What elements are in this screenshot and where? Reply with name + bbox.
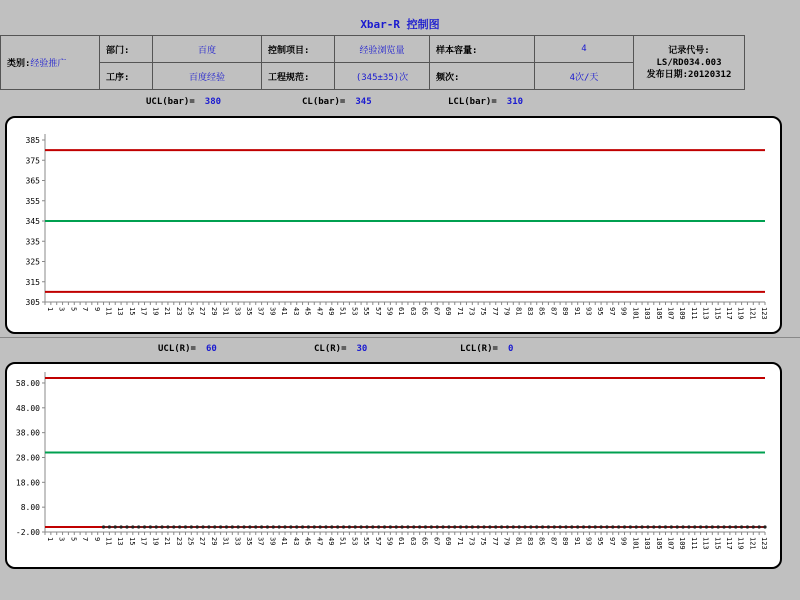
xbar-cl: CL(bar)= 345	[302, 97, 372, 107]
data-point	[365, 525, 368, 528]
data-point	[237, 525, 240, 528]
data-point	[459, 525, 462, 528]
data-point	[599, 525, 602, 528]
data-point	[629, 525, 632, 528]
data-point	[400, 525, 403, 528]
x-tick-label: 91	[572, 537, 581, 546]
data-point	[588, 525, 591, 528]
x-tick-label: 95	[596, 537, 605, 546]
data-point	[242, 525, 245, 528]
xbar-chart-panel	[5, 116, 782, 334]
x-tick-label: 79	[502, 537, 511, 546]
x-tick-label: 33	[233, 307, 242, 316]
data-point	[207, 525, 210, 528]
x-tick-label: 101	[631, 307, 640, 320]
x-tick-label: 105	[654, 537, 663, 550]
data-point	[465, 525, 468, 528]
x-tick-label: 51	[338, 537, 347, 546]
y-tick-label: 335	[25, 237, 40, 247]
x-tick-label: 39	[268, 307, 277, 316]
data-point	[711, 525, 714, 528]
data-point	[447, 525, 450, 528]
x-tick-label: 75	[479, 537, 488, 546]
spec-label: 工程规范:	[262, 63, 335, 90]
x-tick-label: 95	[596, 307, 605, 316]
x-tick-label: 67	[432, 307, 441, 316]
x-tick-label: 13	[116, 307, 125, 316]
r-chart-panel	[5, 362, 782, 569]
control-item-label: 控制项目:	[262, 36, 335, 63]
data-point	[553, 525, 556, 528]
chart-title: Xbar-R 控制图	[360, 18, 440, 31]
dept-label: 部门:	[100, 36, 153, 63]
data-point	[664, 525, 667, 528]
data-point	[354, 525, 357, 528]
data-point	[348, 525, 351, 528]
r-chart	[7, 364, 780, 567]
x-tick-label: 43	[291, 307, 300, 316]
data-point	[395, 525, 398, 528]
data-point	[155, 525, 158, 528]
x-tick-label: 103	[643, 537, 652, 550]
x-tick-label: 89	[561, 537, 570, 546]
x-tick-label: 97	[607, 307, 616, 316]
y-tick-label: 18.00	[15, 478, 40, 488]
x-tick-label: 35	[245, 537, 254, 546]
x-tick-label: 111	[689, 537, 698, 550]
x-tick-label: 57	[373, 537, 382, 546]
data-point	[319, 525, 322, 528]
data-point	[248, 525, 251, 528]
process-value: 百度经验	[153, 63, 262, 90]
x-tick-label: 69	[444, 537, 453, 546]
x-tick-label: 23	[174, 307, 183, 316]
data-point	[734, 525, 737, 528]
y-tick-label: 355	[25, 196, 40, 206]
x-tick-label: 123	[760, 307, 769, 320]
x-tick-label: 113	[701, 537, 710, 550]
x-tick-label: 71	[455, 307, 464, 316]
x-tick-label: 87	[549, 537, 558, 546]
x-tick-label: 121	[748, 537, 757, 550]
x-tick-label: 49	[326, 537, 335, 546]
data-point	[752, 525, 755, 528]
data-point	[564, 525, 567, 528]
data-point	[406, 525, 409, 528]
x-tick-label: 9	[92, 307, 101, 312]
x-tick-label: 33	[233, 537, 242, 546]
data-point	[635, 525, 638, 528]
y-tick-label: 315	[25, 277, 40, 287]
x-tick-label: 59	[385, 537, 394, 546]
y-tick-label: 345	[25, 217, 40, 226]
data-point	[307, 525, 310, 528]
x-tick-label: 15	[127, 307, 136, 316]
x-tick-label: 1	[46, 307, 54, 312]
data-point	[453, 525, 456, 528]
x-tick-label: 23	[174, 537, 183, 546]
data-point	[178, 525, 181, 528]
category-label: 类别:	[7, 59, 31, 69]
x-tick-label: 37	[256, 307, 265, 316]
header-table	[0, 35, 745, 90]
data-point	[471, 525, 474, 528]
x-tick-label: 107	[666, 307, 675, 320]
x-tick-label: 109	[678, 307, 687, 320]
data-point	[541, 525, 544, 528]
data-point	[260, 525, 263, 528]
data-point	[149, 525, 152, 528]
x-tick-label: 31	[221, 307, 230, 316]
data-point	[652, 525, 655, 528]
x-tick-label: 39	[268, 537, 277, 546]
y-tick-label: -2.00	[15, 528, 40, 537]
x-tick-label: 29	[209, 537, 218, 546]
data-point	[570, 525, 573, 528]
data-point	[500, 525, 503, 528]
data-point	[278, 525, 281, 528]
dept-value: 百度	[153, 36, 262, 63]
data-point	[137, 525, 140, 528]
x-tick-label: 83	[526, 307, 534, 316]
x-tick-label: 13	[116, 537, 125, 546]
y-tick-label: 385	[25, 136, 40, 145]
data-point	[512, 525, 515, 528]
x-tick-label: 25	[186, 537, 195, 546]
xbar-lcl: LCL(bar)= 310	[448, 97, 524, 107]
x-tick-label: 19	[151, 307, 160, 316]
x-tick-label: 53	[350, 537, 359, 546]
data-point	[190, 525, 193, 528]
x-tick-label: 93	[584, 307, 593, 316]
sample-size-value: 4	[535, 36, 634, 63]
data-point	[547, 525, 550, 528]
x-tick-label: 83	[526, 537, 534, 546]
record-code-value: LS/RD034.003	[656, 57, 722, 68]
x-tick-label: 9	[92, 537, 101, 542]
x-tick-label: 103	[643, 307, 652, 320]
release-date-label: 发布日期:	[646, 69, 689, 80]
data-point	[231, 525, 234, 528]
data-point	[295, 525, 298, 528]
x-tick-label: 11	[104, 537, 113, 546]
x-tick-label: 63	[408, 307, 417, 316]
x-tick-label: 3	[57, 307, 66, 312]
data-point	[201, 525, 204, 528]
y-tick-label: 38.00	[15, 428, 40, 438]
x-tick-label: 19	[151, 537, 160, 546]
data-point	[594, 525, 597, 528]
data-point	[196, 525, 199, 528]
data-point	[670, 525, 673, 528]
x-tick-label: 11	[104, 307, 113, 316]
xbar-chart	[7, 118, 780, 332]
data-point	[623, 525, 626, 528]
x-tick-label: 31	[221, 537, 230, 546]
y-tick-label: 48.00	[15, 403, 40, 413]
control-item-value: 经验浏览量	[335, 36, 430, 63]
data-point	[605, 525, 608, 528]
x-tick-label: 55	[362, 537, 371, 546]
data-point	[412, 525, 415, 528]
data-point	[272, 525, 275, 528]
x-tick-label: 75	[479, 307, 488, 316]
data-point	[266, 525, 269, 528]
data-point	[576, 525, 579, 528]
y-tick-label: 325	[25, 257, 40, 267]
x-tick-label: 57	[373, 307, 382, 316]
data-point	[172, 525, 175, 528]
data-point	[225, 525, 228, 528]
x-tick-label: 117	[725, 537, 734, 550]
x-tick-label: 99	[619, 307, 628, 316]
x-tick-label: 63	[408, 537, 417, 546]
data-point	[506, 525, 509, 528]
data-point	[717, 525, 720, 528]
data-point	[758, 525, 761, 528]
process-label: 工序:	[100, 63, 153, 90]
data-point	[389, 525, 392, 528]
x-tick-label: 41	[280, 307, 289, 316]
y-tick-label: 8.00	[20, 503, 40, 513]
data-point	[160, 525, 163, 528]
x-tick-label: 5	[69, 537, 78, 542]
record-cell	[634, 36, 745, 90]
data-point	[342, 525, 345, 528]
data-point	[143, 525, 146, 528]
y-tick-label: 58.00	[15, 378, 40, 388]
x-tick-label: 85	[537, 537, 546, 546]
x-tick-label: 67	[432, 537, 441, 546]
data-point	[324, 525, 327, 528]
data-point	[114, 525, 117, 528]
x-tick-label: 55	[362, 307, 371, 316]
data-point	[436, 525, 439, 528]
x-tick-label: 107	[666, 537, 675, 550]
data-point	[336, 525, 339, 528]
x-tick-label: 25	[186, 307, 195, 316]
x-tick-label: 47	[315, 307, 324, 316]
x-tick-label: 81	[514, 537, 523, 546]
x-tick-label: 65	[420, 307, 429, 316]
x-tick-label: 115	[713, 307, 722, 320]
x-tick-label: 115	[713, 537, 722, 550]
x-tick-label: 17	[139, 307, 148, 316]
y-tick-label: 28.00	[15, 453, 40, 463]
category-value: 经验推广	[30, 59, 67, 69]
data-point	[518, 525, 521, 528]
r-cl: CL(R)= 30	[314, 344, 368, 354]
y-tick-label: 365	[25, 176, 40, 186]
x-tick-label: 71	[455, 537, 464, 546]
r-lcl: LCL(R)= 0	[460, 344, 514, 354]
x-tick-label: 97	[607, 537, 616, 546]
data-point	[746, 525, 749, 528]
data-point	[646, 525, 649, 528]
x-tick-label: 7	[81, 307, 90, 312]
x-tick-label: 53	[350, 307, 359, 316]
data-point	[377, 525, 380, 528]
data-point	[283, 525, 286, 528]
data-point	[693, 525, 696, 528]
data-point	[254, 525, 257, 528]
data-point	[611, 525, 614, 528]
x-tick-label: 65	[420, 537, 429, 546]
x-tick-label: 87	[549, 307, 558, 316]
data-point	[529, 525, 532, 528]
x-tick-label: 21	[163, 307, 172, 316]
data-point	[494, 525, 497, 528]
x-tick-label: 69	[444, 307, 453, 316]
x-tick-label: 47	[315, 537, 324, 546]
xbar-ucl: UCL(bar)= 380	[146, 97, 222, 107]
data-point	[441, 525, 444, 528]
data-point	[108, 525, 111, 528]
data-point	[219, 525, 222, 528]
x-tick-label: 91	[572, 307, 581, 316]
category-cell	[1, 36, 100, 90]
data-point	[131, 525, 134, 528]
x-tick-label: 17	[139, 537, 148, 546]
data-point	[289, 525, 292, 528]
x-tick-label: 7	[81, 537, 90, 542]
x-tick-label: 89	[561, 307, 570, 316]
data-point	[535, 525, 538, 528]
x-tick-label: 77	[490, 537, 499, 546]
y-tick-label: 305	[25, 298, 40, 307]
frequency-label: 频次:	[430, 63, 535, 90]
x-tick-label: 49	[326, 307, 335, 316]
x-tick-label: 27	[198, 537, 207, 546]
x-tick-label: 123	[760, 537, 769, 550]
data-point	[119, 525, 122, 528]
x-tick-label: 45	[303, 537, 312, 546]
data-point	[313, 525, 316, 528]
data-point	[488, 525, 491, 528]
x-tick-label: 15	[127, 537, 136, 546]
data-point	[418, 525, 421, 528]
x-tick-label: 119	[736, 307, 745, 320]
y-tick-label: 375	[25, 156, 40, 166]
x-tick-label: 21	[163, 537, 172, 546]
data-point	[722, 525, 725, 528]
frequency-value: 4次/天	[535, 63, 634, 90]
data-point	[523, 525, 526, 528]
data-point	[482, 525, 485, 528]
x-tick-label: 27	[198, 307, 207, 316]
record-code-label: 记录代号:	[668, 45, 710, 56]
x-tick-label: 61	[397, 307, 406, 316]
x-tick-label: 61	[397, 537, 406, 546]
data-point	[330, 525, 333, 528]
x-tick-label: 121	[748, 307, 757, 320]
divider	[0, 337, 800, 338]
data-point	[676, 525, 679, 528]
x-tick-label: 1	[46, 537, 54, 542]
data-point	[687, 525, 690, 528]
x-tick-label: 29	[209, 307, 218, 316]
x-tick-label: 113	[701, 307, 710, 320]
data-point	[559, 525, 562, 528]
data-point	[430, 525, 433, 528]
data-point	[213, 525, 216, 528]
r-ucl: UCL(R)= 60	[158, 344, 217, 354]
data-point	[740, 525, 743, 528]
x-tick-label: 3	[57, 537, 66, 542]
release-date-value: 20120312	[688, 69, 732, 80]
x-tick-label: 41	[280, 537, 289, 546]
data-point	[166, 525, 169, 528]
x-tick-label: 35	[245, 307, 254, 316]
data-point	[728, 525, 731, 528]
x-tick-label: 119	[736, 537, 745, 550]
data-point	[681, 525, 684, 528]
x-tick-label: 105	[654, 307, 663, 320]
x-tick-label: 37	[256, 537, 265, 546]
spec-value: (345±35)次	[335, 63, 430, 90]
x-tick-label: 43	[291, 537, 300, 546]
data-point	[383, 525, 386, 528]
x-tick-label: 73	[467, 537, 476, 546]
data-point	[640, 525, 643, 528]
x-tick-label: 99	[619, 537, 628, 546]
x-tick-label: 109	[678, 537, 687, 550]
x-tick-label: 85	[537, 307, 546, 316]
x-tick-label: 51	[338, 307, 347, 316]
data-point	[477, 525, 480, 528]
x-tick-label: 45	[303, 307, 312, 316]
data-point	[582, 525, 585, 528]
sample-size-label: 样本容量:	[430, 36, 535, 63]
data-point	[125, 525, 128, 528]
data-point	[301, 525, 304, 528]
x-tick-label: 93	[584, 537, 593, 546]
x-tick-label: 111	[689, 307, 698, 320]
x-tick-label: 59	[385, 307, 394, 316]
x-tick-label: 77	[490, 307, 499, 316]
x-tick-label: 101	[631, 537, 640, 550]
x-tick-label: 79	[502, 307, 511, 316]
data-point	[184, 525, 187, 528]
data-point	[705, 525, 708, 528]
data-point	[763, 525, 766, 528]
data-point	[617, 525, 620, 528]
x-tick-label: 81	[514, 307, 523, 316]
data-point	[359, 525, 362, 528]
x-tick-label: 73	[467, 307, 476, 316]
data-point	[424, 525, 427, 528]
x-tick-label: 5	[69, 307, 78, 312]
data-point	[699, 525, 702, 528]
data-point	[371, 525, 374, 528]
data-point	[658, 525, 661, 528]
data-point	[102, 525, 105, 528]
x-tick-label: 117	[725, 307, 734, 320]
